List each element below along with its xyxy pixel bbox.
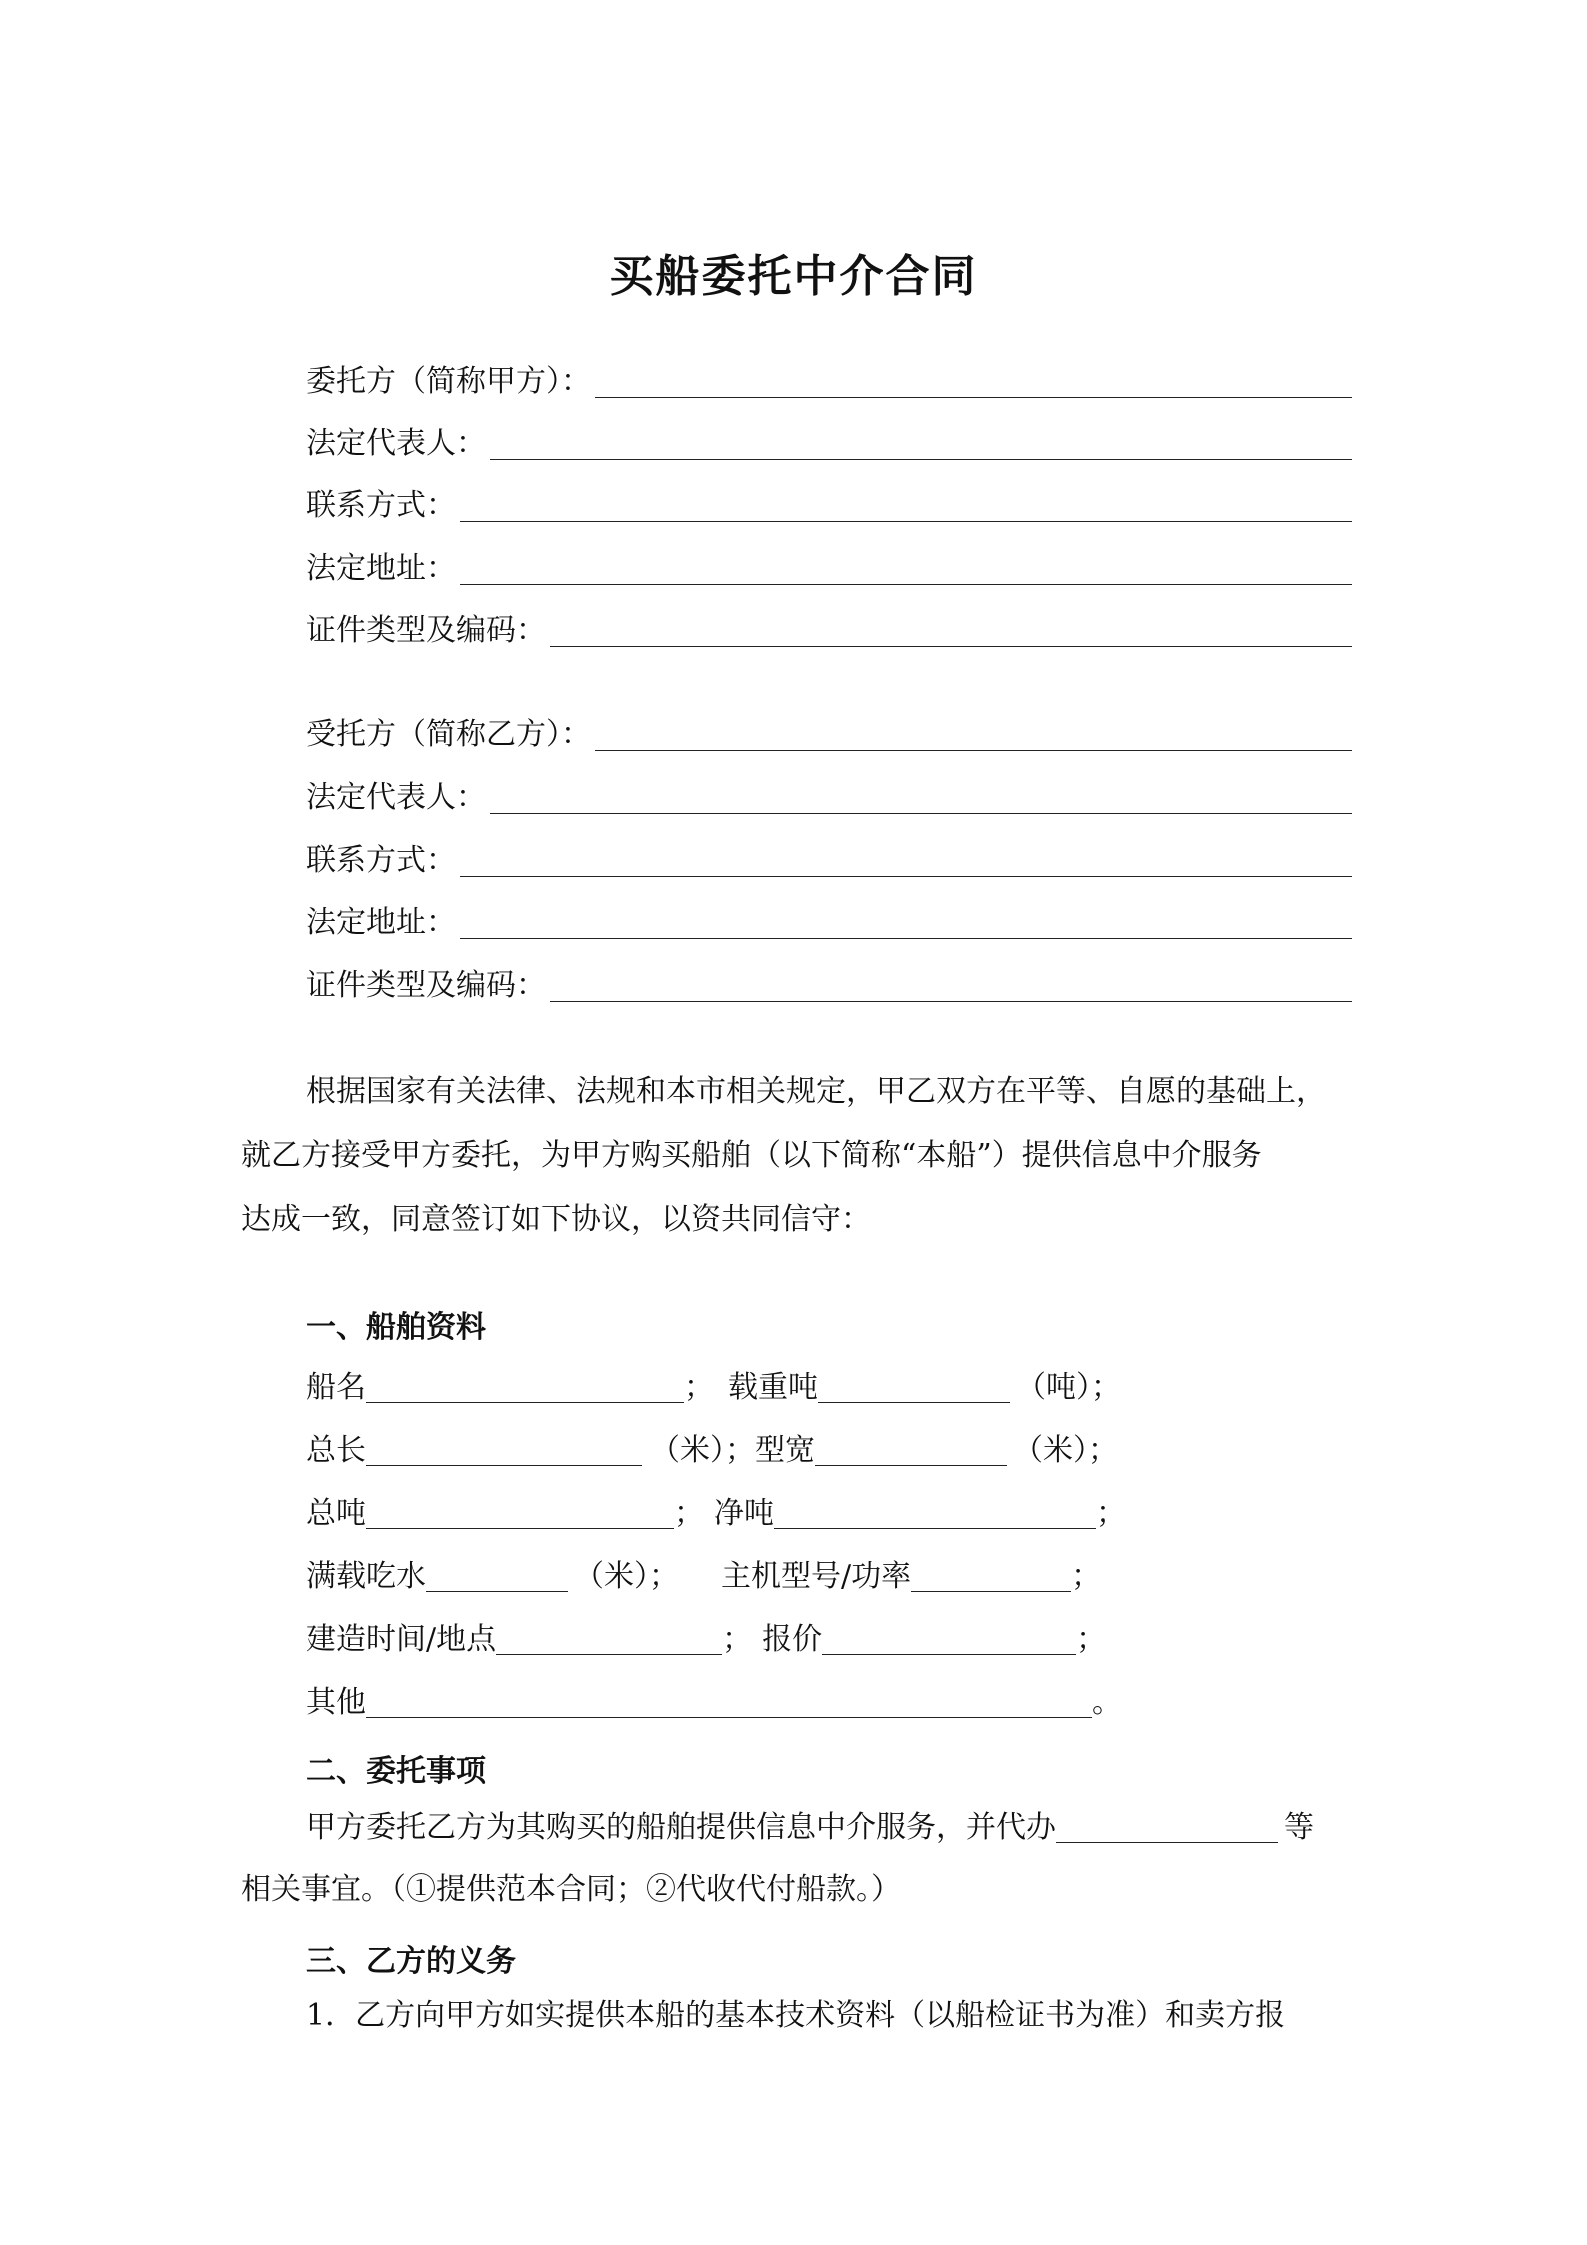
section-2-text-2: 相关事宜。（①提供范本合同；②代收代付船款。） (241, 1872, 901, 1907)
draft-label: 满载吃水 (306, 1559, 426, 1594)
intro-line-1: 根据国家有关法律、法规和本市相关规定，甲乙双方在平等、自愿的基础上， (306, 1074, 1326, 1109)
party-b-contact-field (306, 831, 1352, 881)
length-row (306, 1425, 1118, 1471)
ship-name-blank[interactable] (366, 1370, 684, 1403)
gt-label: 总吨 (306, 1496, 366, 1531)
party-a-address-blank[interactable] (460, 550, 1352, 585)
section-2-text: 甲方委托乙方为其购买的船舶提供信息中介服务，并代办 (306, 1810, 1056, 1845)
section-2-heading: 二、委托事项 (306, 1754, 486, 1789)
party-a-rep-field (306, 414, 1352, 464)
intro-line-3: 达成一致，同意签订如下协议，以资共同信守： (241, 1202, 871, 1237)
length-blank[interactable] (366, 1433, 642, 1466)
beam-blank[interactable] (815, 1433, 1007, 1466)
party-b-address-field (306, 893, 1352, 943)
dwt-blank[interactable] (818, 1370, 1010, 1403)
nt-blank[interactable] (774, 1496, 1096, 1529)
nt-label: 净吨 (714, 1496, 774, 1531)
sep: ； (1076, 1622, 1107, 1657)
section-2-line-1 (306, 1802, 1314, 1848)
built-blank[interactable] (496, 1622, 722, 1655)
engine-label: 主机型号/功率 (721, 1559, 912, 1594)
dwt-unit: （吨）； (1016, 1370, 1121, 1405)
party-b-label: 受托方（简称乙方）： (306, 717, 591, 752)
sep: ； (1071, 1559, 1102, 1594)
draft-row (306, 1551, 1101, 1597)
intro-line-2: 就乙方接受甲方委托，为甲方购买船舶（以下简称“本船”）提供信息中介服务 (241, 1138, 1262, 1173)
draft-blank[interactable] (426, 1559, 568, 1592)
price-label: 报价 (762, 1622, 823, 1657)
length-unit: （米）； (650, 1433, 755, 1468)
party-a-id-label: 证件类型及编码： (306, 613, 546, 648)
sep: ； (674, 1496, 704, 1531)
party-b-rep-field (306, 768, 1352, 818)
built-label: 建造时间/地点 (306, 1622, 497, 1657)
party-a-contact-field (306, 476, 1352, 526)
beam-label: 型宽 (755, 1433, 815, 1468)
party-b-id-label: 证件类型及编码： (306, 968, 546, 1003)
engine-blank[interactable] (911, 1559, 1071, 1592)
party-b-blank[interactable] (595, 716, 1352, 751)
contract-title: 买船委托中介合同 (609, 251, 978, 302)
party-a-contact-blank[interactable] (460, 487, 1352, 522)
ship-name-row (306, 1362, 1121, 1408)
other-label: 其他 (306, 1685, 366, 1720)
price-blank[interactable] (822, 1622, 1076, 1655)
party-a-contact-label: 联系方式： (306, 488, 456, 523)
length-label: 总长 (306, 1433, 366, 1468)
section-1-heading: 一、船舶资料 (306, 1310, 486, 1345)
end-mark: 。 (1092, 1685, 1122, 1720)
section-3-item-1 (241, 1984, 1353, 2048)
built-row (306, 1614, 1106, 1660)
intro-paragraph (241, 1060, 1353, 1252)
sep: ； (722, 1622, 753, 1657)
section-2-line-2 (241, 1858, 1353, 1922)
beam-unit: （米）； (1013, 1433, 1118, 1468)
section-3-heading: 三、乙方的义务 (306, 1944, 516, 1979)
sep: ； (684, 1370, 714, 1405)
other-blank[interactable] (366, 1685, 1092, 1718)
sep: ； (1096, 1496, 1126, 1531)
party-b-contact-blank[interactable] (460, 842, 1352, 877)
party-a-id-blank[interactable] (550, 612, 1352, 647)
party-a-rep-blank[interactable] (490, 425, 1352, 460)
other-row (306, 1677, 1122, 1723)
party-a-address-field (306, 539, 1352, 589)
party-a-address-label: 法定地址： (306, 551, 456, 586)
section-2-text-end: 等 (1284, 1810, 1314, 1845)
party-b-address-label: 法定地址： (306, 905, 456, 940)
party-b-address-blank[interactable] (460, 904, 1352, 939)
party-a-label: 委托方（简称甲方）： (306, 364, 591, 399)
party-b-id-field (306, 956, 1352, 1006)
draft-unit: （米）； (574, 1559, 679, 1594)
ship-name-label: 船名 (306, 1370, 366, 1405)
section-2-blank[interactable] (1056, 1810, 1278, 1843)
party-b-id-blank[interactable] (550, 967, 1352, 1002)
party-b-rep-blank[interactable] (490, 779, 1352, 814)
party-a-field (306, 352, 1352, 402)
gt-blank[interactable] (366, 1496, 674, 1529)
party-b-contact-label: 联系方式： (306, 843, 456, 878)
dwt-label: 载重吨 (728, 1370, 818, 1405)
party-b-field (306, 705, 1352, 755)
party-a-rep-label: 法定代表人： (306, 426, 486, 461)
party-a-blank[interactable] (595, 363, 1352, 398)
section-3-item-1-text: 1．乙方向甲方如实提供本船的基本技术资料（以船检证书为准）和卖方报 (306, 1998, 1286, 2033)
party-a-id-field (306, 601, 1352, 651)
tonnage-row (306, 1488, 1126, 1534)
party-b-rep-label: 法定代表人： (306, 780, 486, 815)
